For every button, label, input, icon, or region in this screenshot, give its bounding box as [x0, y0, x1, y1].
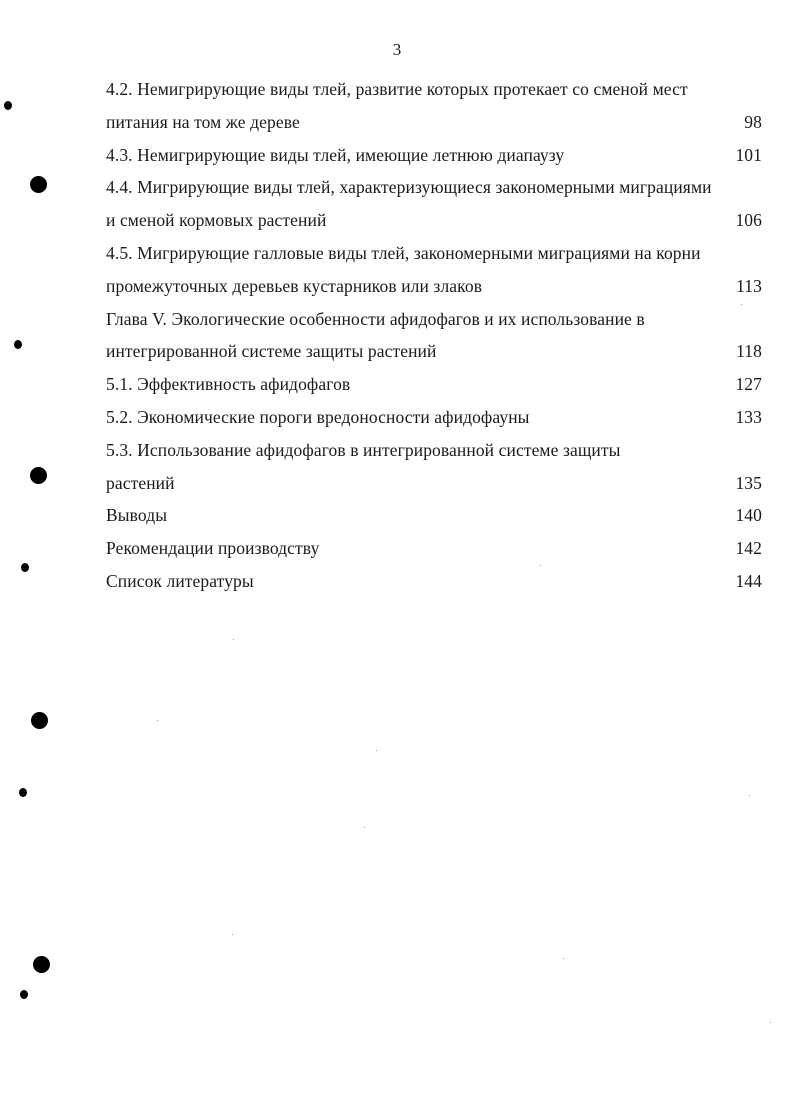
- toc-page-number: 101: [735, 144, 762, 165]
- toc-entry-text: промежуточных деревьев кустарников или злаков: [106, 275, 483, 296]
- toc-entry: [106, 499, 762, 532]
- punch-hole: [4, 101, 12, 110]
- scan-speck: [749, 795, 750, 796]
- toc-entry-text: 4.4. Мигрирующие виды тлей, характеризующиеся закономерными миграциями: [106, 177, 712, 198]
- toc-page-number: 144: [735, 570, 762, 591]
- toc-entry-text: питания на том же дереве: [106, 111, 300, 132]
- toc-entry-text: 5.2. Экономические пороги вредоносности афидофауны: [106, 406, 530, 427]
- toc-entry: [106, 171, 762, 237]
- scan-speck: [233, 639, 234, 640]
- toc-entry: [106, 237, 762, 303]
- punch-hole: [33, 956, 50, 973]
- toc-page-number: 135: [735, 472, 762, 493]
- punch-hole: [30, 176, 47, 193]
- scan-speck: [770, 1022, 771, 1023]
- toc-page-number: 140: [735, 505, 762, 526]
- scan-speck: [540, 565, 541, 566]
- toc-entry-text: 4.5. Мигрирующие галловые виды тлей, закономерными миграциями на корни: [106, 242, 701, 263]
- scan-speck: [232, 934, 233, 935]
- toc-entry-text: интегрированной системе защиты растений: [106, 341, 437, 362]
- toc-entry-text: растений: [106, 472, 175, 493]
- toc-page-number: 98: [744, 111, 762, 132]
- toc-entry: [106, 565, 762, 598]
- scan-speck: [157, 720, 158, 721]
- toc-entry-text: 4.3. Немигрирующие виды тлей, имеющие летнюю диапаузу: [106, 144, 565, 165]
- scan-speck: [741, 304, 742, 305]
- toc-entry: [106, 401, 762, 434]
- toc-page-number: 113: [736, 275, 762, 296]
- punch-hole: [31, 712, 48, 729]
- toc-entry: [106, 303, 762, 369]
- scan-speck: [376, 750, 377, 751]
- scan-speck: [364, 827, 365, 828]
- punch-hole: [21, 563, 29, 572]
- toc-entry-text: 5.3. Использование афидофагов в интегрированной системе защиты: [106, 439, 621, 460]
- punch-hole: [14, 340, 22, 349]
- toc-entry: [106, 139, 762, 172]
- punch-hole: [19, 788, 27, 797]
- toc-page-number: 142: [735, 538, 762, 559]
- punch-hole: [30, 467, 47, 484]
- toc-page-number: 127: [735, 374, 762, 395]
- toc-entry-text: и сменой кормовых растений: [106, 210, 327, 231]
- toc-entry: [106, 532, 762, 565]
- punch-hole: [20, 990, 28, 999]
- page-number: 3: [392, 40, 402, 59]
- scan-speck: [563, 958, 564, 959]
- toc-entry-text: Список литературы: [106, 570, 254, 591]
- toc-entry-text: Рекомендации производству: [106, 538, 320, 559]
- toc-entry: [106, 73, 762, 139]
- toc-page-number: 133: [735, 406, 762, 427]
- toc-page-number: 106: [735, 210, 762, 231]
- toc-entry-text: 5.1. Эффективность афидофагов: [106, 374, 351, 395]
- toc-page-number: 118: [736, 341, 762, 362]
- toc-entry: [106, 368, 762, 401]
- toc-entry-text: Выводы: [106, 505, 168, 526]
- toc-entry-text: Глава V. Экологические особенности афидофагов и их использование в: [106, 308, 645, 329]
- table-of-contents: [106, 73, 762, 598]
- toc-entry: [106, 434, 762, 500]
- toc-entry-text: 4.2. Немигрирующие виды тлей, развитие которых протекает со сменой мест: [106, 79, 688, 99]
